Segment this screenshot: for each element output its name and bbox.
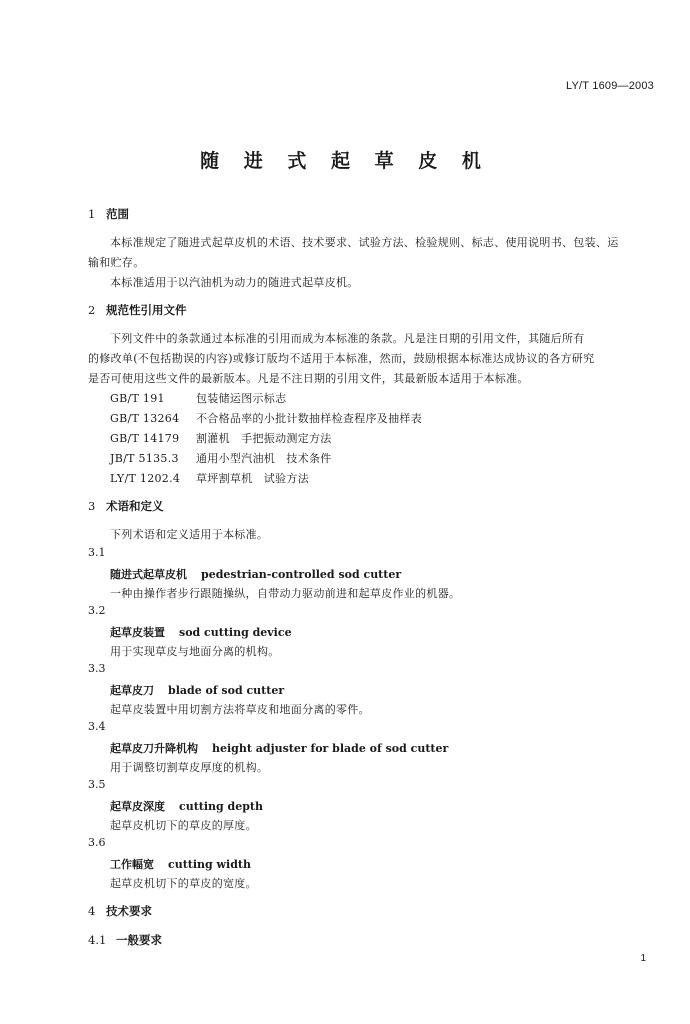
reference-item — [110, 470, 309, 486]
term-heading — [110, 624, 292, 640]
section-3-number: 3 — [88, 499, 96, 513]
term-heading — [110, 856, 251, 872]
section-2-paragraph-line-1: 下列文件中的条款通过本标准的引用而成为本标准的条款。凡是注日期的引用文件，其随后所有 — [110, 332, 585, 345]
reference-name: 包装储运图示标志 — [196, 392, 287, 405]
reference-code: GB/T 191 — [110, 392, 165, 405]
term-english: pedestrian-controlled sod cutter — [201, 568, 402, 581]
section-1-paragraph-1-line-2: 输和贮存。 — [88, 256, 145, 269]
term-number: 3.6 — [88, 836, 106, 849]
term-number: 3.1 — [88, 546, 106, 559]
section-3-title: 术语和定义 — [106, 499, 164, 513]
section-3-heading — [88, 498, 164, 514]
section-1-number: 1 — [88, 207, 96, 221]
section-1-title: 范围 — [106, 207, 129, 221]
section-4-heading — [88, 903, 152, 919]
term-definition: 起草皮装置中用切割方法将草皮和地面分离的零件。 — [110, 703, 370, 716]
term-chinese: 起草皮刀升降机构 — [110, 742, 198, 755]
section-4-number: 4 — [88, 904, 96, 918]
section-1-heading — [88, 206, 129, 222]
reference-code: GB/T 13264 — [110, 412, 180, 425]
page-number: 1 — [640, 953, 646, 964]
section-3-intro: 下列术语和定义适用于本标准。 — [110, 528, 269, 541]
term-heading — [110, 740, 448, 756]
document-title: 随 进 式 起 草 皮 机 — [200, 150, 490, 172]
section-2-number: 2 — [88, 303, 96, 317]
term-chinese: 起草皮刀 — [110, 684, 154, 697]
section-4-1-number: 4.1 — [88, 933, 107, 947]
section-1-paragraph-2: 本标准适用于以汽油机为动力的随进式起草皮机。 — [110, 276, 359, 289]
section-2-paragraph-line-2: 的修改单(不包括勘误的内容)或修订版均不适用于本标准，然而，鼓励根据本标准达成协议的各方研究 — [88, 352, 595, 365]
section-4-title: 技术要求 — [106, 904, 152, 918]
reference-code: LY/T 1202.4 — [110, 472, 181, 485]
term-number: 3.3 — [88, 662, 106, 675]
section-4-1-title: 一般要求 — [116, 933, 162, 947]
reference-name: 草坪割草机 试验方法 — [196, 472, 309, 485]
term-english: blade of sod cutter — [168, 684, 285, 697]
term-chinese: 起草皮装置 — [110, 626, 165, 639]
reference-name: 通用小型汽油机 技术条件 — [196, 452, 332, 465]
term-chinese: 工作幅宽 — [110, 858, 154, 871]
reference-item — [110, 390, 286, 406]
term-english: sod cutting device — [179, 626, 292, 639]
term-number: 3.2 — [88, 604, 106, 617]
term-english: cutting width — [168, 858, 251, 871]
term-chinese: 随进式起草皮机 — [110, 568, 187, 581]
term-english: height adjuster for blade of sod cutter — [212, 742, 449, 755]
reference-item — [110, 410, 422, 426]
reference-code: GB/T 14179 — [110, 432, 180, 445]
reference-code: JB/T 5135.3 — [110, 452, 179, 465]
standard-number: LY/T 1609—2003 — [565, 80, 654, 92]
term-heading — [110, 798, 263, 814]
term-definition: 起草皮机切下的草皮的厚度。 — [110, 819, 257, 832]
term-definition: 用于调整切割草皮厚度的机构。 — [110, 761, 269, 774]
term-definition: 一种由操作者步行跟随操纵，自带动力驱动前进和起草皮作业的机器。 — [110, 587, 461, 600]
term-english: cutting depth — [179, 800, 264, 813]
reference-name: 割灌机 手把振动测定方法 — [196, 432, 332, 445]
section-2-heading — [88, 302, 187, 318]
section-2-title: 规范性引用文件 — [106, 303, 187, 317]
reference-name: 不合格品率的小批计数抽样检查程序及抽样表 — [196, 412, 422, 425]
term-definition: 起草皮机切下的草皮的宽度。 — [110, 877, 257, 890]
section-4-1-heading — [88, 932, 162, 948]
section-1-paragraph-1-line-1: 本标准规定了随进式起草皮机的术语、技术要求、试验方法、检验规则、标志、使用说明书、包装、运 — [110, 236, 619, 249]
term-chinese: 起草皮深度 — [110, 800, 165, 813]
term-definition: 用于实现草皮与地面分离的机构。 — [110, 645, 280, 658]
term-number: 3.5 — [88, 778, 106, 791]
reference-item — [110, 450, 332, 466]
section-2-paragraph-line-3: 是否可使用这些文件的最新版本。凡是不注日期的引用文件，其最新版本适用于本标准。 — [88, 372, 529, 385]
term-heading — [110, 682, 284, 698]
term-number: 3.4 — [88, 720, 106, 733]
reference-item — [110, 430, 332, 446]
term-heading — [110, 566, 401, 582]
